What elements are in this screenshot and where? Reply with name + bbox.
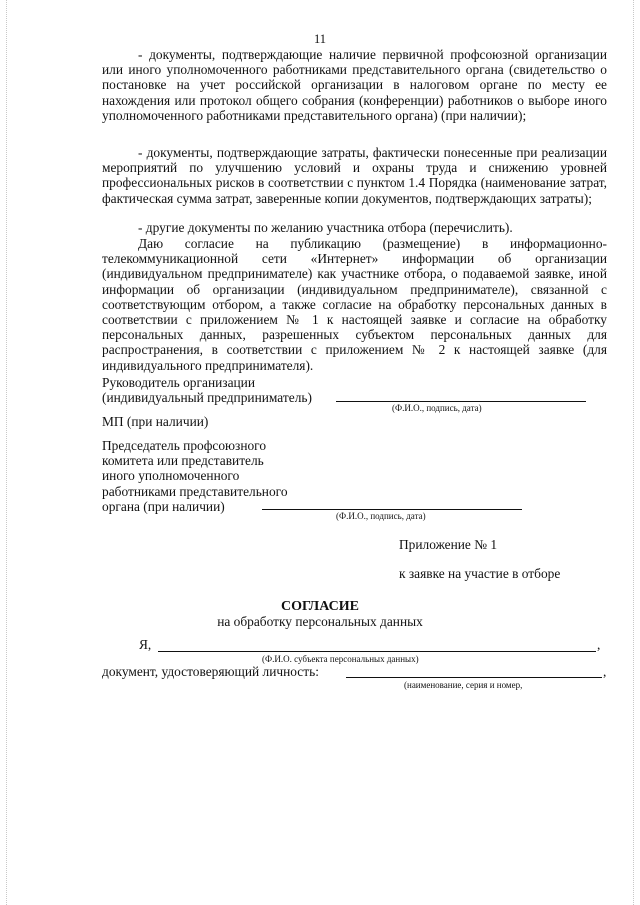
scan-edge-left <box>6 0 7 905</box>
union-signature-caption: (Ф.И.О., подпись, дата) <box>336 511 426 521</box>
identity-doc-comma: , <box>603 664 607 679</box>
union-title-line: Председатель профсоюзного <box>102 438 267 453</box>
union-signature-line[interactable] <box>262 509 522 510</box>
head-signature-caption: (Ф.И.О., подпись, дата) <box>392 403 482 413</box>
head-signature-line[interactable] <box>336 401 586 402</box>
union-title-line: комитета или представитель <box>102 453 264 469</box>
identity-doc-label: документ, удостоверяющий личность: <box>102 664 319 679</box>
stamp-label: МП (при наличии) <box>102 414 209 429</box>
head-title-line1: Руководитель организации <box>102 375 256 390</box>
subject-name-caption: (Ф.И.О. субъекта персональных данных) <box>262 654 419 664</box>
union-title-line: иного уполномоченного <box>102 468 240 484</box>
subject-name-comma: , <box>597 637 601 652</box>
scan-edge-right <box>633 0 634 905</box>
paragraph-other-documents: - другие документы по желанию участника отбора (перечислить). <box>138 220 513 235</box>
appendix-subtitle: к заявке на участие в отборе <box>399 566 561 581</box>
appendix-label: Приложение № 1 <box>399 537 498 552</box>
consent-i-label: Я, <box>139 637 152 652</box>
subject-name-line[interactable] <box>158 651 596 652</box>
consent-title: СОГЛАСИЕ <box>281 599 359 614</box>
paragraph-cost-documents: - документы, подтверждающие затраты, фактически понесенные при реализации мероприятий по улучшению условий и охраны труда и снижению уровней профессиональных рисков в соответствии с пунктом 1.4 Порядка (наименование затрат, фактическая сумма затрат, заверенные копии документов, подтверждающих затраты); <box>102 145 607 206</box>
union-title-line: работниками представительного <box>102 483 288 499</box>
identity-doc-line[interactable] <box>346 677 602 678</box>
consent-subtitle: на обработку персональных данных <box>217 614 423 629</box>
union-title-line: органа (при наличии) <box>102 498 225 514</box>
identity-doc-caption: (наименование, серия и номер, <box>404 680 523 690</box>
page-number: 11 <box>313 32 327 46</box>
head-title-line2: (индивидуальный предприниматель) <box>102 390 312 405</box>
paragraph-consent-publication: Даю согласие на публикацию (размещение) в информационно-телекоммуникационной сети «Интернет» информации об организации (индивидуальном предпринимателе) как участнике отбора, о подаваемой заявке, иной информации об организации (индивидуальном предпринимателе), связанной с соответствующим отбором, а также согласие на обработку персональных данных в соответствии с приложением № 1 к настоящей заявке и согласие на обработку персональных данных, разрешенных субъектом персональных данных для распространения, в соответствии с приложением № 2 к настоящей заявке (для индивидуального предпринимателя). <box>102 236 607 373</box>
paragraph-union-documents: - документы, подтверждающие наличие первичной профсоюзной организации или иного уполномоченного работниками представительного органа (свидетельство о постановке на учет российской организации в налоговом органе по месту ее нахождения или протокол общего собрания (конференции) работников о выборе иного уполномоченного работниками представительного органа) (при наличии); <box>102 47 607 123</box>
union-title <box>102 438 342 514</box>
